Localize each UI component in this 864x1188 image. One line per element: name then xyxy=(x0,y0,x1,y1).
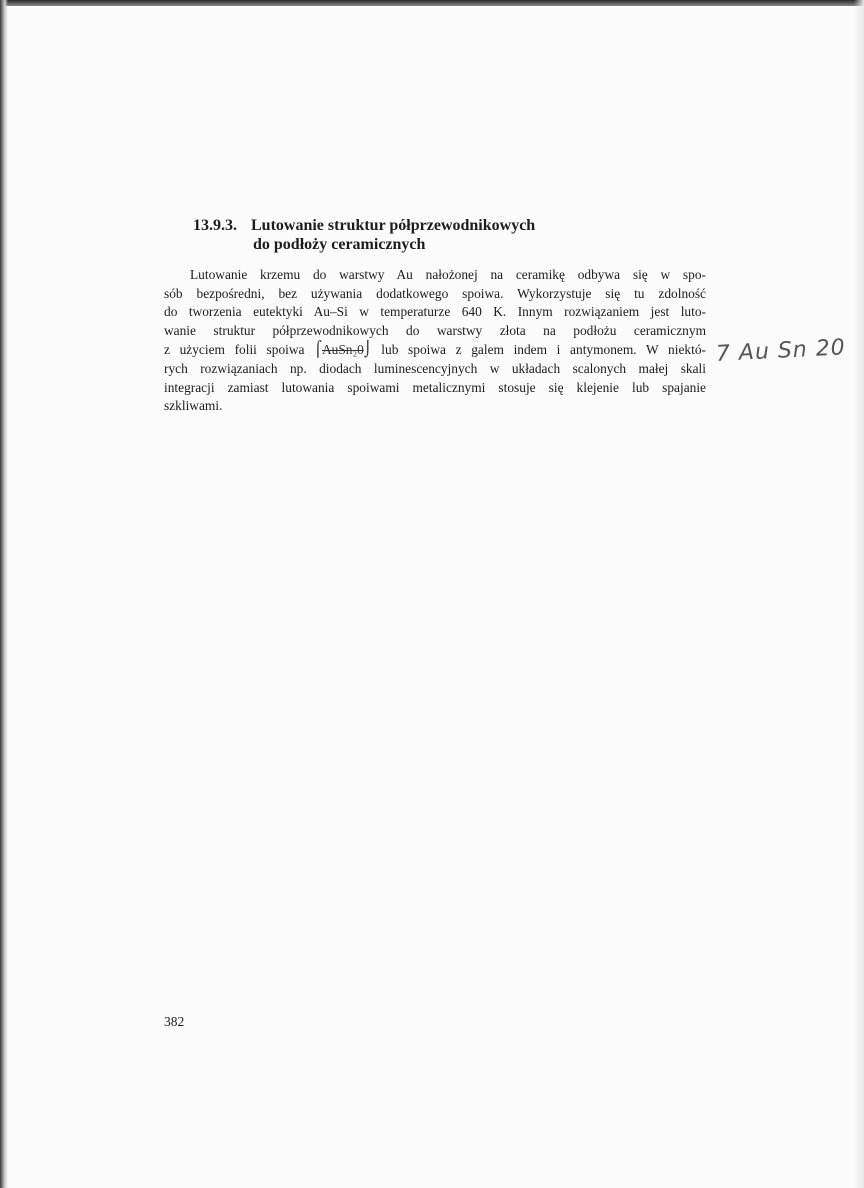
paragraph-line: rych rozwiązaniach np. diodach luminescencyjnych w układach scalonych małej skali xyxy=(164,360,706,376)
paragraph-line: wanie struktur półprzewodnikowych do warstwy złota na podłożu ceramicznym xyxy=(164,322,706,338)
paragraph-line: integracji zamiast lutowania spoiwami metalicznymi stosuje się klejenie lub spajanie xyxy=(164,379,706,395)
paragraph-line: do tworzenia eutektyki Au–Si w temperaturze 640 K. Innym rozwiązaniem jest luto- xyxy=(164,304,706,320)
scan-edge-right xyxy=(854,0,864,1188)
struck-out-term xyxy=(314,340,372,360)
paragraph-line: sób bezpośredni, bez używania dodatkowego spoiwa. Wykorzystuje się tu zdolność xyxy=(164,285,706,301)
paragraph-line: Lutowanie krzemu do warstwy Au nałożonej na ceramikę odbywa się w spo- xyxy=(190,267,706,282)
correction-bracket-left: ⌠ xyxy=(314,340,322,359)
page-number: 382 xyxy=(164,1014,185,1029)
section-title-line2: do podłoży ceramicznych xyxy=(253,236,426,253)
struck-text: AuSn₂0 xyxy=(321,342,364,358)
handwritten-margin-note: 7 Au Sn 20 xyxy=(715,335,847,367)
body-paragraph xyxy=(164,266,706,416)
paragraph-fragment: lub spoiwa z galem indem i antymonem. W niektó- xyxy=(371,342,706,358)
section-number: 13.9.3. xyxy=(193,217,237,234)
paragraph-line-corrected xyxy=(164,340,706,360)
section-title-line1: Lutowanie struktur półprzewodnikowych xyxy=(251,217,536,234)
correction-bracket-right: ⌡ xyxy=(363,340,372,359)
paragraph-fragment: z użyciem folii spoiwa xyxy=(164,342,315,358)
scan-edge-left xyxy=(0,0,8,1188)
paragraph-line: szkliwami. xyxy=(164,398,223,414)
scan-edge-top xyxy=(0,0,864,6)
section-heading xyxy=(193,216,653,254)
